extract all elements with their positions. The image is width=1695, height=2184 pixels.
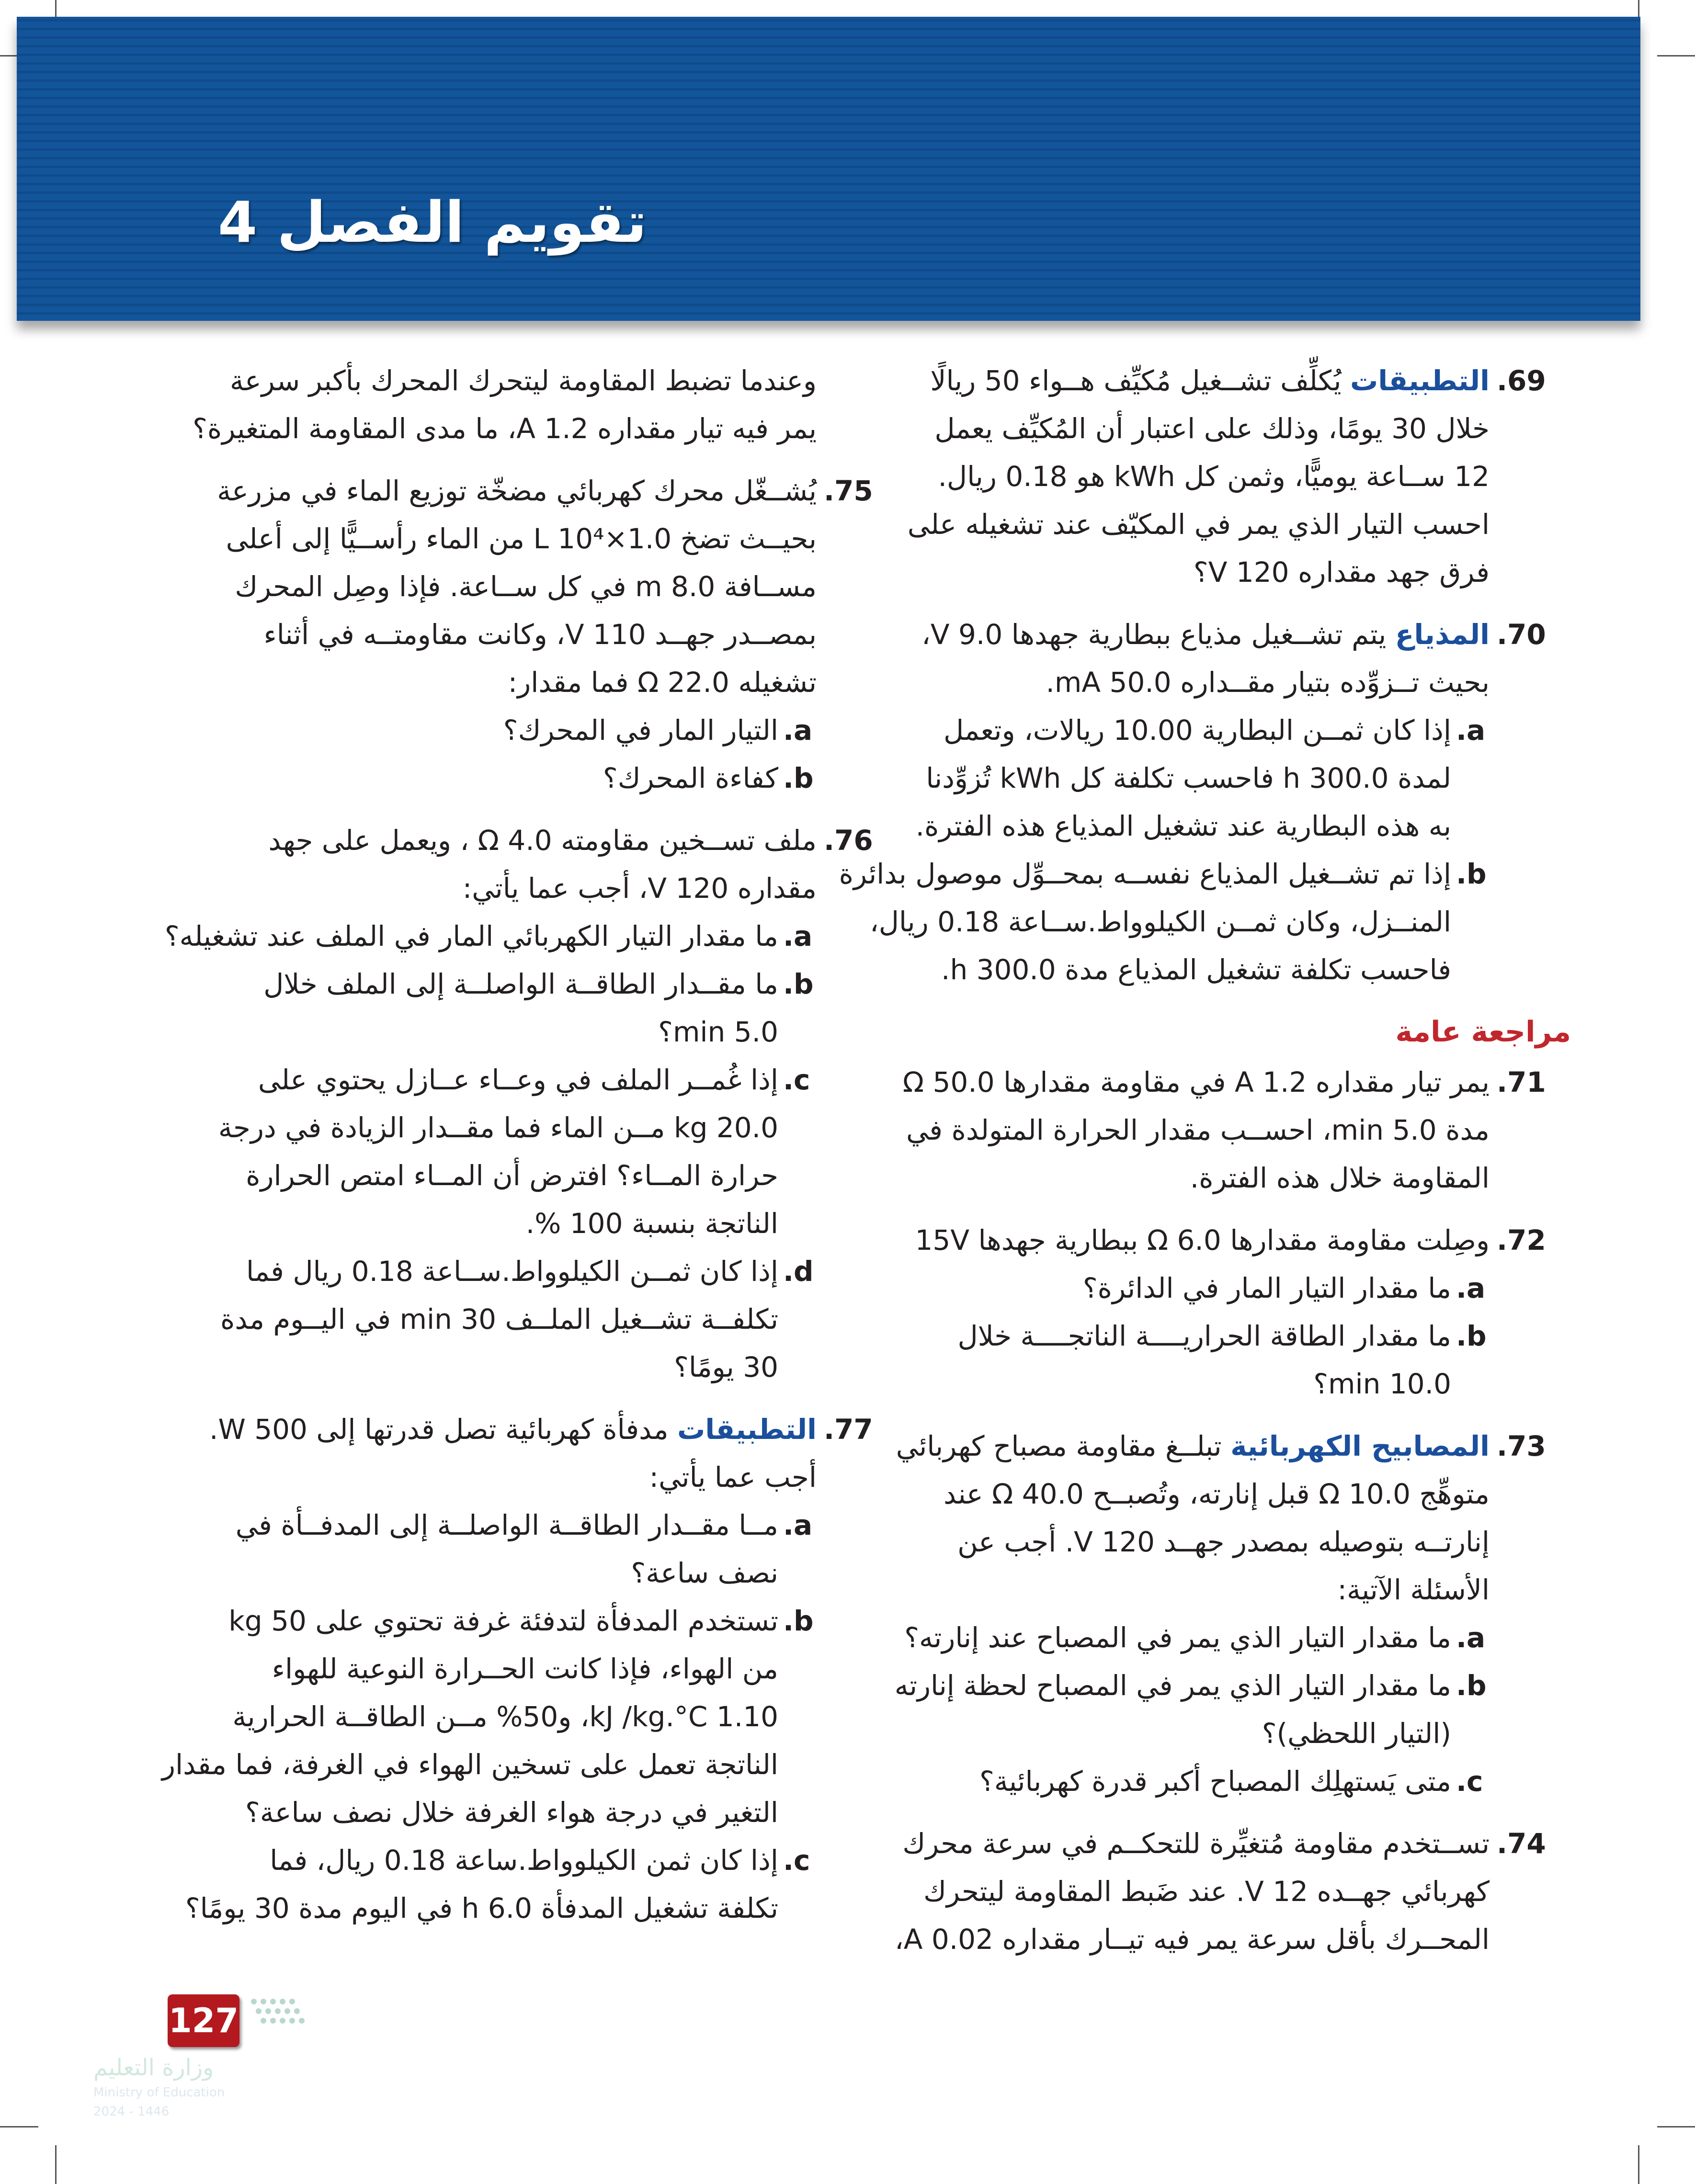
sub-text: إذا غُمــر الملف في وعــاء عــازل يحتوي على — [258, 1064, 778, 1096]
sub-letter: .c — [783, 1064, 810, 1096]
sub-letter: .b — [783, 762, 814, 794]
question-text — [876, 1422, 1490, 1470]
sub-text: الناتجة تعمل على تسخين الهواء في الغرفة، فما مقدار — [162, 1748, 778, 1781]
sub-text: فاحسب تكلفة تشغيل المذياع مدة 300.0 h. — [941, 953, 1451, 986]
chapter-banner — [17, 17, 1640, 321]
sub-question-a — [876, 1264, 1490, 1312]
sub-text: التغير في درجة هواء الغرفة خلال نصف ساعة؟ — [245, 1796, 778, 1829]
sub-letter: .a — [783, 1509, 813, 1541]
sub-letter: .d — [783, 1255, 814, 1288]
question-73 — [876, 1422, 1546, 1805]
keyword: التطبيقات — [677, 1413, 817, 1446]
sub-question-a — [199, 706, 817, 754]
dots-logo-icon — [244, 1992, 316, 2035]
sub-letter: .a — [1456, 1272, 1486, 1304]
question-number: .72 — [1497, 1224, 1546, 1256]
question-76 — [164, 816, 873, 1391]
sub-letter: .c — [783, 1844, 810, 1877]
sub-text: لمدة 300.0 h فاحسب تكلفة كل kWh تُزوِّدنا — [926, 762, 1451, 794]
sub-text: ما مقدار التيار الكهربائي المار في الملف عند تشغيله؟ — [164, 920, 778, 952]
question-text: بمصــدر جهــد 110 V، وكانت مقاومتــه في أثناء — [263, 618, 817, 651]
sub-text: تكلفة تشغيل المدفأة 6.0 h في اليوم مدة 30 يومًا؟ — [185, 1892, 778, 1924]
sub-question-c — [185, 1836, 817, 1932]
crop-mark — [0, 2126, 38, 2127]
sub-text: نصف ساعة؟ — [631, 1557, 778, 1589]
sub-text: ما مقدار الطاقة الحراريــــة الناتجــــة خلال — [957, 1320, 1451, 1352]
sub-text: الناتجة بنسبة 100 %. — [525, 1207, 778, 1240]
sub-question-a — [164, 912, 817, 960]
question-72 — [876, 1216, 1546, 1408]
question-text — [876, 611, 1490, 658]
question-74 — [876, 1820, 1546, 1963]
question-number: .71 — [1497, 1066, 1546, 1098]
sub-text: ما مقدار التيار الذي يمر في المصباح لحظة إنارته — [894, 1669, 1451, 1702]
question-text-rest: يتم تشــغيل مذياع ببطارية جهدها 9.0 V، — [921, 618, 1387, 651]
question-number: .75 — [824, 475, 873, 507]
sub-letter: .b — [1456, 1669, 1487, 1702]
question-text: كهربائي جهــده 12 V. عند ضَبط المقاومة ليتحرك — [923, 1875, 1490, 1908]
sub-letter: .a — [783, 714, 813, 747]
sub-question-b — [199, 754, 817, 802]
sub-text: المنــزل، وكان ثمــن الكيلوواط.ســاعة 0.18 ريال، — [869, 905, 1451, 938]
sub-question-b — [839, 850, 1490, 994]
question-text: متوهِّج 10.0 Ω قبل إنارته، وتُصبــح 40.0 Ω عند — [944, 1478, 1490, 1510]
sub-question-c — [876, 1757, 1490, 1805]
left-column — [162, 357, 873, 1946]
question-text: مدة 5.0 min، احســب مقدار الحرارة المتولدة في — [906, 1114, 1490, 1146]
sub-text: 20.0 kg مــن الماء فما مقــدار الزيادة في درجة — [218, 1111, 778, 1144]
chapter-title: تقويم الفصل 4 — [218, 189, 647, 255]
question-text: تســتخدم مقاومة مُتغيِّرة للتحكــم في سرعة محرك — [902, 1827, 1490, 1860]
sub-question-c — [199, 1056, 817, 1247]
question-text — [876, 357, 1490, 405]
question-75 — [199, 467, 873, 802]
question-number: .73 — [1497, 1430, 1546, 1462]
question-text-rest: يُكلِّف تشــغيل مُكيِّف هــواء 50 ريالًا — [930, 364, 1342, 397]
sub-text: إذا كان ثمــن البطارية 10.00 ريالات، وتعمل — [943, 714, 1451, 747]
sub-text: 10.0 min؟ — [1313, 1368, 1451, 1400]
sub-text: ما مقدار التيار الذي يمر في المصباح عند إنارته؟ — [904, 1621, 1451, 1654]
question-71 — [876, 1058, 1546, 1202]
sub-text: تكلفــة تشــغيل الملــف 30 min في اليــوم مدة — [220, 1303, 778, 1335]
sub-text: به هذه البطارية عند تشغيل المذياع هذه الفترة. — [915, 810, 1451, 842]
question-text — [199, 1405, 817, 1453]
sub-text: 1.10 kJ /kg.°C، و50% مــن الطاقــة الحرارية — [232, 1700, 778, 1733]
question-69 — [876, 357, 1546, 596]
sub-letter: .b — [1456, 1320, 1487, 1352]
sub-question-b — [876, 1312, 1490, 1408]
question-number: .76 — [824, 824, 873, 857]
question-text-rest: تبلــغ مقاومة مصباح كهربائي — [896, 1430, 1222, 1462]
keyword: المذياع — [1395, 618, 1490, 651]
question-number: .77 — [824, 1413, 873, 1446]
crop-mark — [1638, 2145, 1639, 2184]
question-74-continued — [193, 357, 817, 453]
crop-mark — [1657, 55, 1695, 57]
question-text: مســافة 8.0 m في كل ســاعة. فإذا وصِل المحرك — [235, 570, 817, 603]
question-text: احسب التيار الذي يمر في المكيّف عند تشغيله على — [907, 508, 1490, 541]
sub-text: ما مقدار التيار المار في الدائرة؟ — [1082, 1272, 1451, 1304]
sub-text: حرارة المــاء؟ افترض أن المــاء امتص الحرارة — [246, 1159, 778, 1192]
watermark-ministry-ar: وزارة التعليم — [93, 2054, 214, 2081]
sub-text: إذا كان ثمن الكيلوواط.ساعة 0.18 ريال، فما — [270, 1844, 778, 1877]
sub-question-b — [162, 1597, 817, 1836]
sub-text: كفاءة المحرك؟ — [603, 762, 778, 794]
sub-text: مــا مقــدار الطاقــة الواصلــة إلى المدفــأة في — [235, 1509, 778, 1541]
sub-text: من الهواء، فإذا كانت الحــرارة النوعية للهواء — [272, 1652, 778, 1685]
sub-question-a — [876, 1614, 1490, 1662]
question-text: تشغيله 22.0 Ω فما مقدار: — [508, 666, 817, 699]
watermark-ministry-en: Ministry of Education — [93, 2085, 225, 2100]
sub-text: 30 يومًا؟ — [674, 1351, 778, 1383]
question-text: المقاومة خلال هذه الفترة. — [1190, 1162, 1490, 1194]
sub-text: إذا كان ثمــن الكيلوواط.ســاعة 0.18 ريال فما — [246, 1255, 778, 1288]
question-text: المحــرك بأقل سرعة يمر فيه تيــار مقداره 0.02 A، — [894, 1923, 1490, 1956]
sub-question-a — [199, 1501, 817, 1597]
watermark-year: 2024 - 1446 — [93, 2105, 170, 2119]
sub-letter: .a — [783, 920, 813, 952]
question-text: مقداره 120 V، أجب عما يأتي: — [462, 872, 817, 905]
question-text: الأسئلة الآتية: — [1337, 1573, 1490, 1606]
sub-letter: .a — [1456, 714, 1486, 747]
question-text: وصِلت مقاومة مقدارها 6.0 Ω ببطارية جهدها 15V — [915, 1224, 1490, 1256]
question-number: .70 — [1497, 618, 1546, 651]
question-text: بحيــث تضخ 1.0×10⁴ L من الماء رأســيًّا إلى أعلى — [226, 522, 817, 555]
sub-text: تستخدم المدفأة لتدفئة غرفة تحتوي على 50 kg — [228, 1605, 778, 1637]
sub-question-b — [876, 1662, 1490, 1757]
sub-text: 5.0 min؟ — [658, 1016, 778, 1048]
sub-text: متى يَستهلِك المصباح أكبر قدرة كهربائية؟ — [979, 1765, 1451, 1798]
keyword: المصابيح الكهربائية — [1230, 1430, 1490, 1462]
question-number: .74 — [1497, 1827, 1546, 1860]
sub-letter: .b — [783, 1605, 814, 1637]
keyword: التطبيقات — [1350, 364, 1490, 397]
question-text: بحيث تــزوِّده بتيار مقــداره 50.0 mA. — [1046, 666, 1490, 699]
question-text: يُشــغّل محرك كهربائي مضخّة توزيع الماء في مزرعة — [217, 475, 817, 507]
sub-text: (التيار اللحظي)؟ — [1262, 1717, 1451, 1750]
question-77 — [162, 1405, 873, 1932]
sub-question-b — [199, 960, 817, 1056]
sub-text: ما مقــدار الطاقــة الواصلــة إلى الملف خلال — [263, 968, 778, 1000]
sub-text: إذا تم تشــغيل المذياع نفســه بمحــوِّل موصول بدائرة — [839, 858, 1451, 890]
crop-mark — [1657, 2126, 1695, 2127]
sub-letter: .b — [1456, 858, 1487, 890]
sub-letter: .c — [1456, 1765, 1483, 1798]
question-text: فرق جهد مقداره 120 V؟ — [1193, 556, 1490, 588]
question-text-rest: مدفأة كهربائية تصل قدرتها إلى 500 W. — [209, 1413, 669, 1446]
sub-question-d — [199, 1247, 817, 1391]
question-text: يمر تيار مقداره 1.2 A في مقاومة مقدارها 50.0 Ω — [902, 1066, 1490, 1098]
question-text: يمر فيه تيار مقداره 1.2 A، ما مدى المقاومة المتغيرة؟ — [193, 412, 817, 445]
section-title: مراجعة عامة — [1395, 1015, 1571, 1049]
crop-mark — [55, 2145, 57, 2184]
question-text: إنارتــه بتوصيله بمصدر جهــد 120 V. أجب عن — [957, 1526, 1490, 1558]
question-text: 12 ســاعة يوميًّا، وثمن كل kWh هو 0.18 ريال. — [938, 460, 1490, 493]
question-text: وعندما تضبط المقاومة ليتحرك المحرك بأكبر سرعة — [229, 364, 817, 397]
question-number: .69 — [1497, 364, 1546, 397]
sub-text: التيار المار في المحرك؟ — [503, 714, 778, 747]
sub-letter: .a — [1456, 1621, 1486, 1654]
page-number-badge: 127 — [168, 1994, 239, 2047]
sub-question-a — [876, 706, 1490, 850]
question-text: خلال 30 يومًا، وذلك على اعتبار أن المُكيِّف يعمل — [934, 412, 1490, 445]
question-text: ملف تســخين مقاومته 4.0 Ω ، ويعمل على جهد — [268, 824, 817, 857]
question-text: أجب عما يأتي: — [649, 1461, 817, 1494]
sub-letter: .b — [783, 968, 814, 1000]
